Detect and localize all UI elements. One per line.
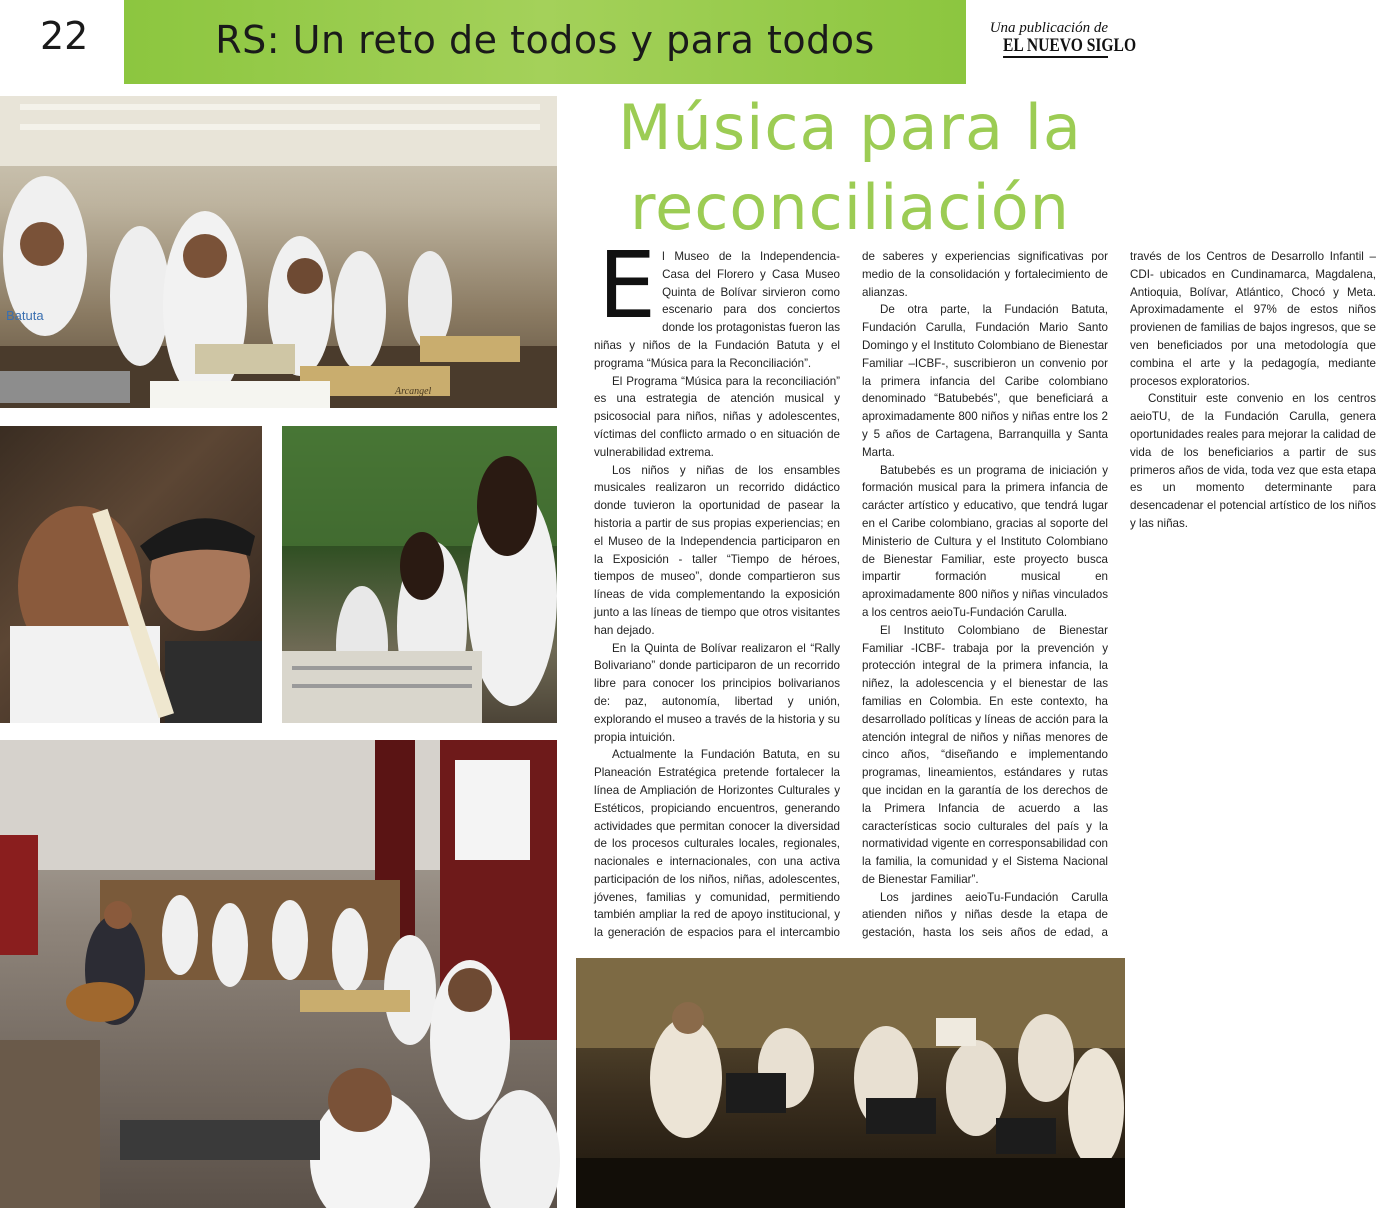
shirt-logo-text: Batuta <box>6 308 44 323</box>
photo-stage-orchestra <box>576 958 1125 1208</box>
article-paragraph: Constituir este convenio en los centros aeioTU, de la Fundación Carulla, genera oportunidades reales para mejorar la calidad de vida de los beneficiarios a partir de sus primeros años de vida, toda vez que esta etapa es un momento determinante para desencadenar el potencial artístico de los niños y las niñas. <box>1130 392 1376 530</box>
headline-line-1: Música para la <box>618 91 1082 164</box>
article-paragraph <box>594 232 840 373</box>
article-paragraph: El Instituto Colombiano de Bienestar Familiar -ICBF- trabaja por la prevención y protección integral de la primera infancia, la niñez, la adolescencia y el bienestar de las familias en Colombia. En este contexto, ha desarrollado políticas y líneas de acción para la atención integral de niños y niñas menores de cinco años, “diseñando e implementando programas, lineamientos, estándares y rutas que incidan en la garantía de los derechos de la Primera Infancia de acuerdo a las características socio culturales del país y la normatividad vigente en corresponsabilidad con la familia, la comunidad y el Sistema Nacional de Bienestar Familiar”. <box>862 623 1108 886</box>
article-paragraph: Batubebés es un programa de iniciación y formación musical para la primera infancia de carácter artístico y educativo, que tendrá lugar en el Caribe colombiano, gracias al soporte del Ministerio de Cultura y el Instituto Colombiano de Bienestar Familiar, este proyecto busca impartir formación musical en aproximadamente 800 niños y niñas vinculados a los centros aeioTu-Fundación Carulla. <box>862 463 1108 619</box>
article-paragraph: El Programa “Música para la reconciliación” es una estrategia de atención musical y psicosocial para niños, niñas y adolescentes, víctimas del conflicto armado o en situación de vulnerabilidad extrema. <box>594 374 840 459</box>
paragraph-text: l Museo de la Independencia- Casa del Florero y Casa Museo Quinta de Bolívar sirvieron como escenario para dos conciertos donde los protagonistas fueron las niñas y niños de la Fundación Batuta y el programa “Música para la Reconciliación”. <box>594 250 840 370</box>
xylophone-brand-text: Arcangel <box>395 386 432 397</box>
article-headline <box>590 88 1110 248</box>
article-paragraph: Los niños y niñas de los ensambles musicales realizaron un recorrido didáctico donde tuvieron la oportunidad de pasear la historia a partir de sus propias experiencias; en el Museo de la Independencia participaron en la Exposición - taller “Tiempo de héroes, tiempos de museo”, donde compartieron sus líneas de vida complementando la exposición junto a las líneas de tiempo que otros visitantes han dejado. <box>594 463 840 637</box>
article-paragraph: En la Quinta de Bolívar realizaron el “Rally Bolivariano” donde participaron de un recorrido libre para conocer los principios bolivarianos de: paz, autonomía, libertad y unión, explorando el museo a través de la historia y su propia intuición. <box>594 641 840 744</box>
brand-tagline: Una publicación de <box>989 20 1108 36</box>
photo-ensemble-hall <box>0 740 557 1208</box>
headline-line-2: reconciliación <box>630 171 1070 244</box>
drop-cap: E <box>598 232 657 339</box>
photo-girls-xylophone <box>282 426 557 723</box>
page-number: 22 <box>40 14 89 58</box>
article-paragraph: Actualmente la Fundación Batuta, en su Planeación Estratégica pretende fortalecer la línea de Ampliación de Horizontes Culturales y Estéticos, propiciando encuentros, generando actividades que permitan conocer la diversidad de los procesos culturales locales, regionales, nacionales e internacionales, con una activa participación de los niños, niñas, adolescentes, jóvenes, familias y comunidad, permitiendo también ampliar la red de apoyo institucional, y la generación de espacios para el intercambio de saberes y experiencias significativas por medio de la consolidación y fortalecimiento de alianzas. <box>594 250 1108 940</box>
photo-xylophone-class <box>0 96 557 408</box>
brand-logo-text: EL NUEVO SIGLO <box>1003 35 1137 56</box>
photo-boys-recorder <box>0 426 262 723</box>
section-title: RS: Un reto de todos y para todos <box>215 18 875 62</box>
article-body <box>594 232 1376 958</box>
section-header-band <box>124 0 966 84</box>
publication-brand <box>980 20 1137 58</box>
article-paragraph: De otra parte, la Fundación Batuta, Fundación Carulla, Fundación Mario Santo Domingo y el Instituto Colombiano de Bienestar Familiar –ICBF-, suscribieron un convenio por la primera infancia del Caribe colombiano denominado “Batubebés”, que beneficiará a aproximadamente 800 niños y niñas entre los 2 y 5 años de Cartagena, Barranquilla y Santa Marta. <box>862 303 1108 459</box>
article-paragraph: Los jardines aeioTu-Fundación Carulla atienden niños y niñas desde la etapa de gestación, hasta los seis años de edad, a través de los Centros de Desarrollo Infantil –CDI- ubicados en Cundinamarca, Magdalena, Antioquia, Bolívar, Atlántico, Chocó y Meta. Aproximadamente el 97% de estos niños provienen de familias de bajos ingresos, que se ven beneficiados por una metodología que combina el arte y la pedagogía, mediante procesos exploratorios. <box>862 250 1376 940</box>
